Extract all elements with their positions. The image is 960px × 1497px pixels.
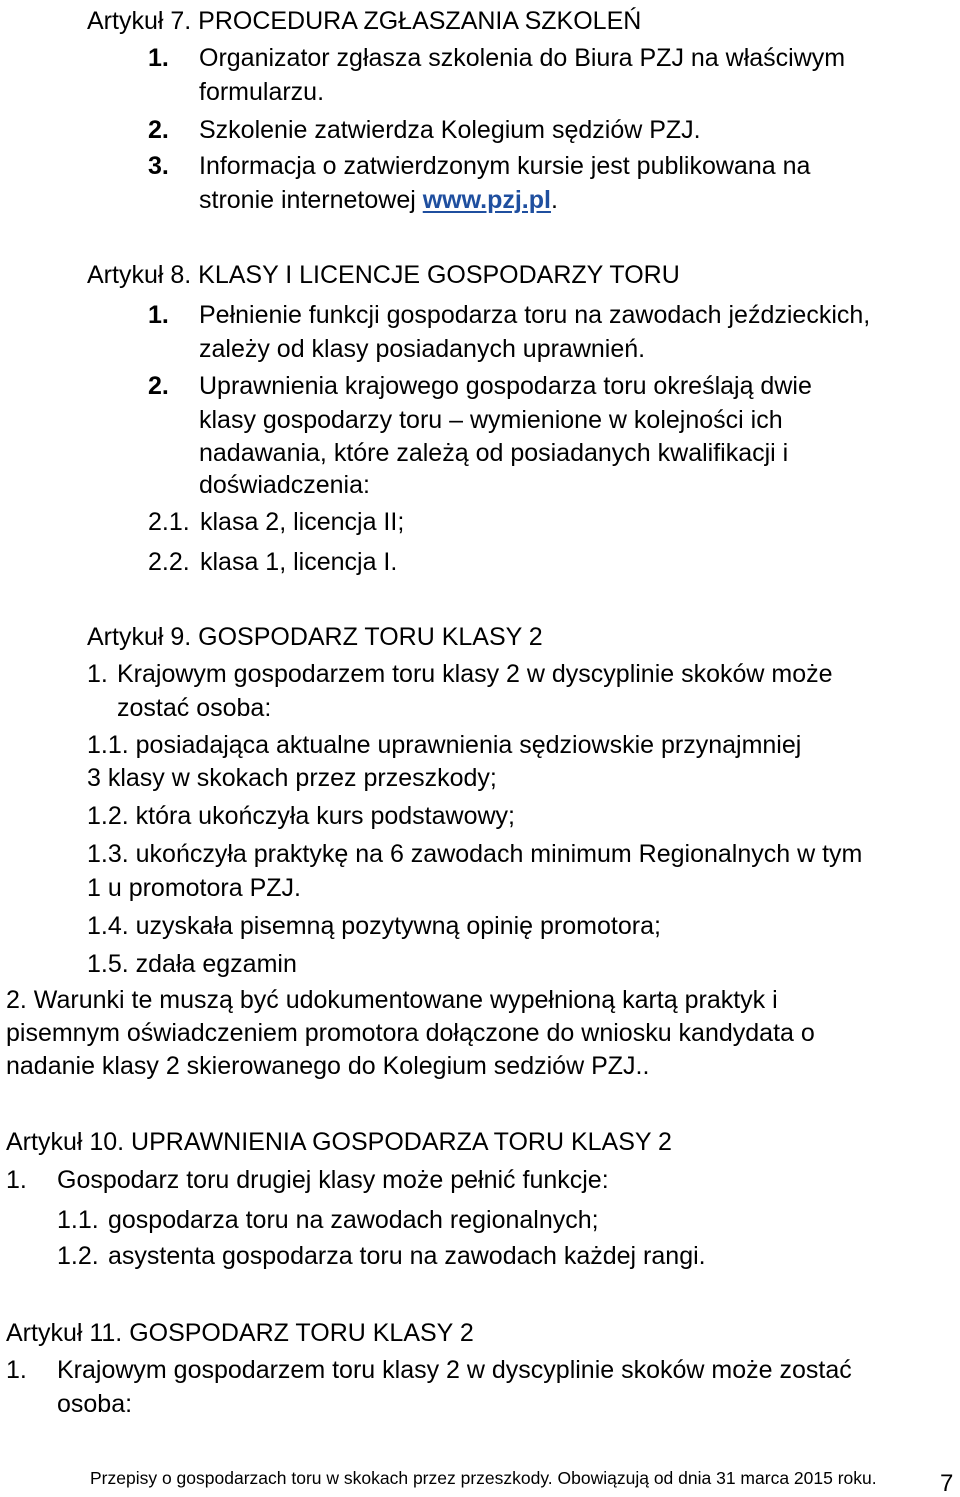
art9-item1-number: 1. xyxy=(87,660,108,688)
art11-item1-line2: osoba: xyxy=(57,1390,133,1418)
art8-item2-line3: nadawania, które zależą od posiadanych kwalifikacji i xyxy=(199,439,789,467)
art7-item3-line2-text: stronie internetowej xyxy=(199,186,423,214)
art11-item1-line1: Krajowym gospodarzem toru klasy 2 w dyscyplinie skoków może zostać xyxy=(57,1356,852,1384)
art7-item1-number: 1. xyxy=(148,44,169,72)
art8-item1-number: 1. xyxy=(148,301,169,329)
art7-item3-line2 xyxy=(199,188,558,213)
art9-item2-line1: 2. Warunki te muszą być udokumentowane wypełnioną kartą praktyk i xyxy=(6,986,778,1014)
art9-subitem5: 1.5. zdała egzamin xyxy=(87,950,297,978)
art10-subitem2-text: asystenta gospodarza toru na zawodach każdej rangi. xyxy=(108,1242,706,1270)
page-footer: Przepisy o gospodarzach toru w skokach przez przeszkody. Obowiązują od dnia 31 marca 2015 roku. xyxy=(90,1468,877,1488)
art8-subitem1-number: 2.1. xyxy=(148,508,190,536)
art8-item1-line2: zależy od klasy posiadanych uprawnień. xyxy=(199,335,646,363)
art9-subitem3-line1: 1.3. ukończyła praktykę na 6 zawodach minimum Regionalnych w tym xyxy=(87,840,863,868)
art9-subitem3-line2: 1 u promotora PZJ. xyxy=(87,874,301,902)
art7-heading: Artykuł 7. PROCEDURA ZGŁASZANIA SZKOLEŃ xyxy=(87,7,642,35)
art7-item1-line1: Organizator zgłasza szkolenia do Biura PZJ na właściwym xyxy=(199,44,846,72)
art8-subitem2-number: 2.2. xyxy=(148,548,190,576)
art10-subitem2-number: 1.2. xyxy=(57,1242,99,1270)
art10-heading: Artykuł 10. UPRAWNIENIA GOSPODARZA TORU KLASY 2 xyxy=(6,1128,672,1156)
art9-item1-line2: zostać osoba: xyxy=(117,694,272,722)
art8-item1-line1: Pełnienie funkcji gospodarza toru na zawodach jeździeckich, xyxy=(199,301,871,329)
art10-item1-text: Gospodarz toru drugiej klasy może pełnić funkcje: xyxy=(57,1166,609,1194)
art8-item2-line1: Uprawnienia krajowego gospodarza toru określają dwie xyxy=(199,372,812,400)
art7-item3-period: . xyxy=(550,186,558,214)
art9-item1-line1: Krajowym gospodarzem toru klasy 2 w dyscyplinie skoków może xyxy=(117,660,833,688)
art8-heading: Artykuł 8. KLASY I LICENCJE GOSPODARZY TORU xyxy=(87,261,680,289)
art9-subitem4: 1.4. uzyskała pisemną pozytywną opinię promotora; xyxy=(87,912,661,940)
art8-item2-number: 2. xyxy=(148,372,169,400)
pzj-website-link[interactable]: www.pzj.pl xyxy=(422,186,551,214)
art7-item2-text: Szkolenie zatwierdza Kolegium sędziów PZJ. xyxy=(199,116,701,144)
art9-subitem1-line1: 1.1. posiadająca aktualne uprawnienia sędziowskie przynajmniej xyxy=(87,731,802,759)
art8-subitem1-text: klasa 2, licencja II; xyxy=(200,508,405,536)
art10-item1-number: 1. xyxy=(6,1166,27,1194)
art11-item1-number: 1. xyxy=(6,1356,27,1384)
art9-subitem2: 1.2. która ukończyła kurs podstawowy; xyxy=(87,802,515,830)
art9-item2-line2: pisemnym oświadczeniem promotora dołączone do wniosku kandydata o xyxy=(6,1019,815,1047)
art8-item2-line2: klasy gospodarzy toru – wymienione w kolejności ich xyxy=(199,406,783,434)
art8-item2-line4: doświadczenia: xyxy=(199,471,370,499)
art7-item3-number: 3. xyxy=(148,152,169,180)
art9-heading: Artykuł 9. GOSPODARZ TORU KLASY 2 xyxy=(87,623,543,651)
art9-subitem1-line2: 3 klasy w skokach przez przeszkody; xyxy=(87,764,497,792)
art7-item2-number: 2. xyxy=(148,116,169,144)
art11-heading: Artykuł 11. GOSPODARZ TORU KLASY 2 xyxy=(6,1319,474,1347)
art9-item2-line3: nadanie klasy 2 skierowanego do Kolegium sedziów PZJ.. xyxy=(6,1052,650,1080)
art8-subitem2-text: klasa 1, licencja I. xyxy=(200,548,398,576)
page-number: 7 xyxy=(940,1470,954,1497)
art7-item1-line2: formularzu. xyxy=(199,78,325,106)
art10-subitem1-number: 1.1. xyxy=(57,1206,99,1234)
art10-subitem1-text: gospodarza toru na zawodach regionalnych; xyxy=(108,1206,599,1234)
art7-item3-line1: Informacja o zatwierdzonym kursie jest publikowana na xyxy=(199,152,811,180)
